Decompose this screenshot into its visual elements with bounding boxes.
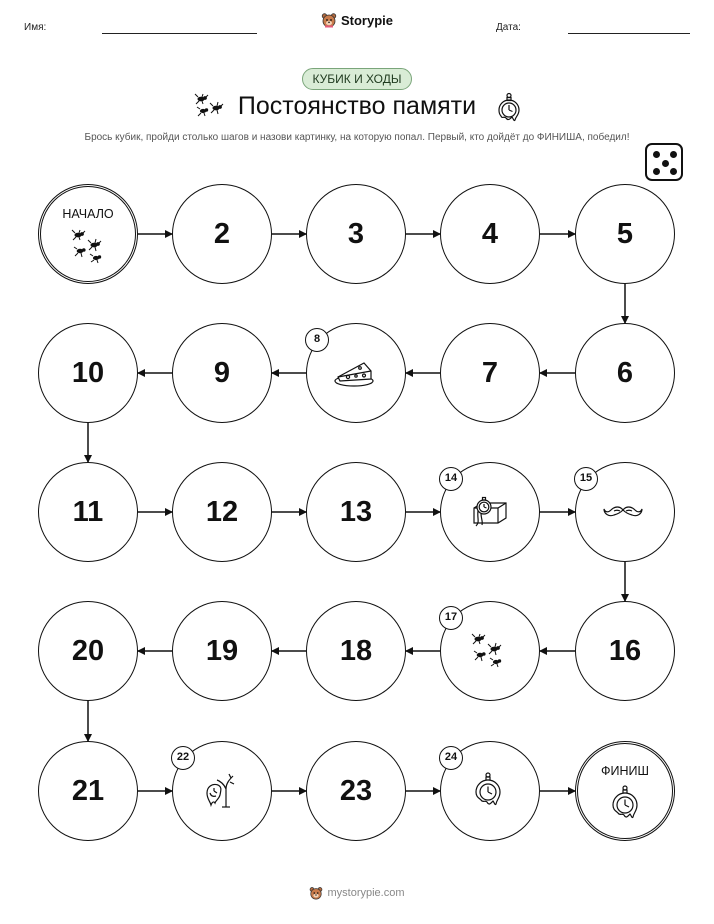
cell-number: 2 bbox=[213, 217, 231, 250]
cell-number-badge: 17 bbox=[439, 606, 463, 630]
board-cell-7 bbox=[440, 323, 540, 423]
board-cell-16 bbox=[575, 601, 675, 701]
finish-label: ФИНИШ bbox=[601, 764, 649, 778]
cell-number-badge: 22 bbox=[171, 746, 195, 770]
board-cell-8 bbox=[306, 323, 406, 423]
cell-number: 10 bbox=[71, 356, 105, 389]
board-cell-11 bbox=[38, 462, 138, 562]
page-title: Постоянство памяти bbox=[237, 92, 477, 120]
board-cell-20 bbox=[38, 601, 138, 701]
cell-number: 16 bbox=[608, 634, 642, 667]
board-cell-15 bbox=[575, 462, 675, 562]
board-cell-18 bbox=[306, 601, 406, 701]
tree-melting-watch-icon bbox=[200, 771, 242, 811]
melting-pocket-watch-icon bbox=[468, 771, 510, 811]
footer-url: mystorypie.com bbox=[327, 887, 405, 899]
cell-number: 12 bbox=[205, 495, 239, 528]
board-cell-22 bbox=[172, 741, 272, 841]
date-label: Дата: bbox=[496, 22, 521, 33]
cell-number-badge: 24 bbox=[439, 746, 463, 770]
board-cell-23 bbox=[306, 741, 406, 841]
board-cell-24 bbox=[440, 741, 540, 841]
cell-number: 7 bbox=[481, 356, 499, 389]
cell-number: 20 bbox=[71, 634, 105, 667]
name-label: Имя: bbox=[24, 22, 47, 33]
cell-number: 9 bbox=[213, 356, 231, 389]
start-cell bbox=[38, 184, 138, 284]
board-cell-13 bbox=[306, 462, 406, 562]
board-cell-19 bbox=[172, 601, 272, 701]
mustache-icon bbox=[603, 492, 645, 532]
finish-cell bbox=[575, 741, 675, 841]
ants-icon bbox=[468, 631, 510, 671]
bear-face-icon bbox=[309, 886, 323, 900]
pocket-watch-icon bbox=[605, 784, 647, 824]
game-type-tag: КУБИК И ХОДЫ bbox=[302, 68, 412, 90]
board-cell-6 bbox=[575, 323, 675, 423]
cell-number: 19 bbox=[205, 634, 239, 667]
cell-number: 4 bbox=[481, 217, 499, 250]
brand-name: Storypie bbox=[340, 12, 393, 28]
cell-number: 11 bbox=[72, 495, 104, 528]
board-cell-21 bbox=[38, 741, 138, 841]
board-cell-10 bbox=[38, 323, 138, 423]
board-cell-17 bbox=[440, 601, 540, 701]
melting-watch-block-icon bbox=[468, 492, 510, 532]
ants-icon bbox=[68, 227, 110, 267]
board-cell-5 bbox=[575, 184, 675, 284]
board-cell-3 bbox=[306, 184, 406, 284]
board-cell-2 bbox=[172, 184, 272, 284]
footer bbox=[0, 886, 714, 905]
cell-number: 6 bbox=[616, 356, 634, 389]
cell-number: 18 bbox=[339, 634, 373, 667]
cell-number-badge: 8 bbox=[305, 328, 329, 352]
cell-number: 23 bbox=[339, 774, 373, 807]
cell-number: 3 bbox=[347, 217, 365, 250]
board-cell-14 bbox=[440, 462, 540, 562]
cheese-plate-icon bbox=[334, 353, 376, 393]
cell-number: 13 bbox=[339, 495, 373, 528]
board-cell-12 bbox=[172, 462, 272, 562]
board-cell-4 bbox=[440, 184, 540, 284]
cell-number-badge: 14 bbox=[439, 467, 463, 491]
cell-number: 5 bbox=[616, 217, 634, 250]
start-label: НАЧАЛО bbox=[62, 207, 114, 221]
instructions-text: Брось кубик, пройди столько шагов и назови картинку, на которую попал. Первый, кто дойдёт до ФИНИША, победил! bbox=[84, 132, 630, 143]
board-cell-9 bbox=[172, 323, 272, 423]
cell-number: 21 bbox=[71, 774, 105, 807]
cell-number-badge: 15 bbox=[574, 467, 598, 491]
